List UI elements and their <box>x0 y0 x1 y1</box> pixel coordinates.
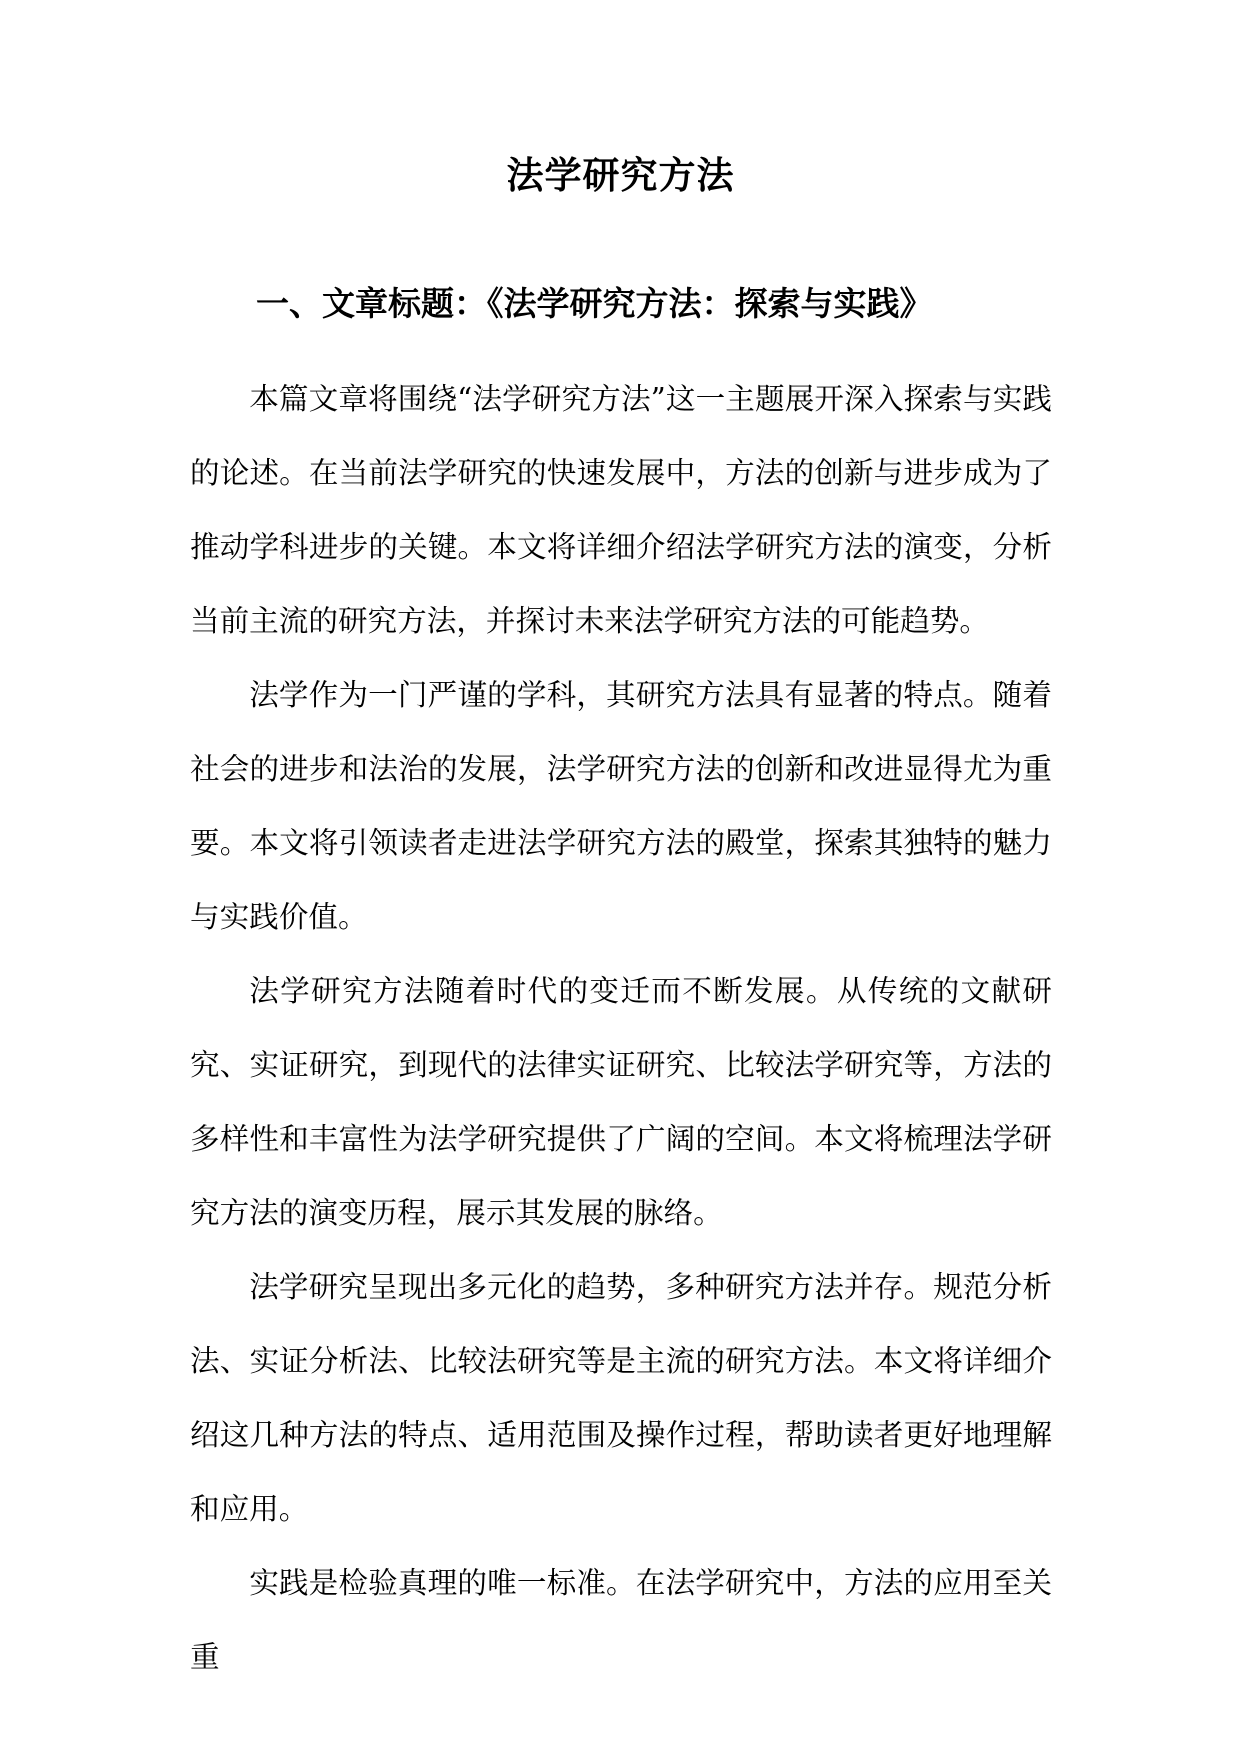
paragraph-5: 实践是检验真理的唯一标准。在法学研究中，方法的应用至关重 <box>190 1566 1052 1674</box>
paragraph-2: 法学作为一门严谨的学科，其研究方法具有显著的特点。随着社会的进步和法治的发展，法学研究方法的创新和改进显得尤为重要。本文将引领读者走进法学研究方法的殿堂，探索其独特的魅力与实践价值。 <box>190 678 1052 934</box>
paragraph-3: 法学研究方法随着时代的变迁而不断发展。从传统的文献研究、实证研究，到现代的法律实证研究、比较法学研究等，方法的多样性和丰富性为法学研究提供了广阔的空间。本文将梳理法学研究方法的演变历程，展示其发展的脉络。 <box>190 974 1052 1230</box>
paragraph-4: 法学研究呈现出多元化的趋势，多种研究方法并存。规范分析法、实证分析法、比较法研究等是主流的研究方法。本文将详细介绍这几种方法的特点、适用范围及操作过程，帮助读者更好地理解和应用。 <box>190 1270 1052 1526</box>
document-title: 法学研究方法 <box>506 153 735 197</box>
body-text <box>190 362 1052 1694</box>
paragraph-1: 本篇文章将围绕“法学研究方法”这一主题展开深入探索与实践的论述。在当前法学研究的快速发展中，方法的创新与进步成为了推动学科进步的关键。本文将详细介绍法学研究方法的演变，分析当前主流的研究方法，并探讨未来法学研究方法的可能趋势。 <box>190 382 1052 638</box>
section-heading: 一、文章标题：《法学研究方法：探索与实践》 <box>256 284 933 323</box>
